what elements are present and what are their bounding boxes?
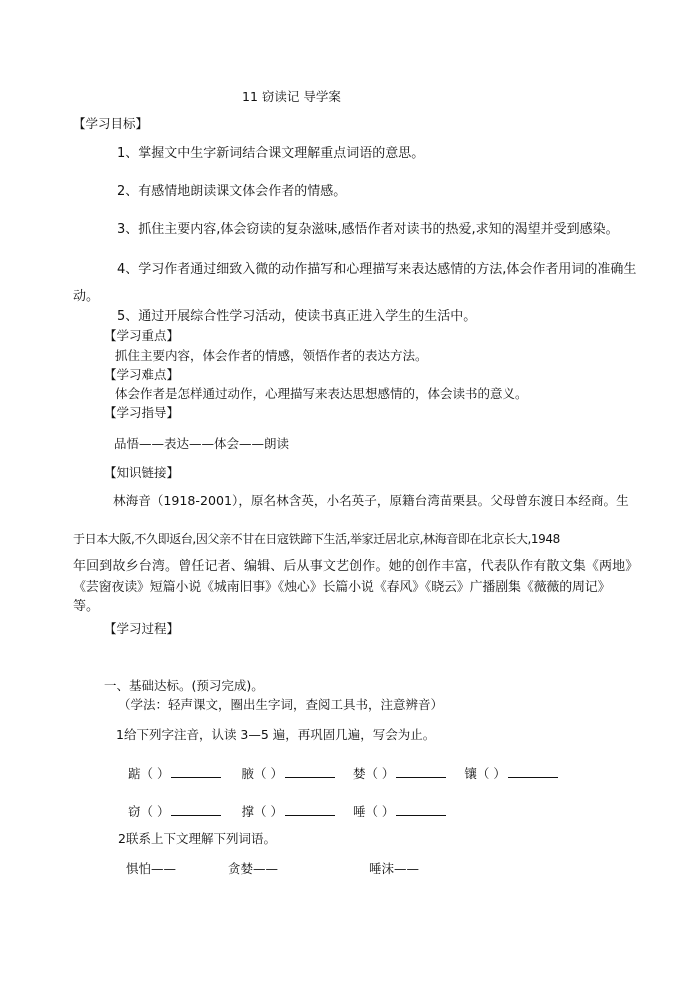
process-heading: 【学习过程】 [104,621,180,636]
knowledge-line-2: 于日本大阪,不久即返台,因父亲不甘在日寇铁蹄下生活,举家迁居北京,林海音即在北京长大,1948 [73,532,560,546]
objective-2: 2、有感情地朗读课文体会作者的情感。 [117,184,347,199]
objectives-heading: 【学习目标】 [73,116,149,131]
part1-title: 一、基础达标。(预习完成)。 [104,678,264,693]
pinyin-row-2 [128,804,446,819]
difficulties-text: 体会作者是怎样通过动作，心理描写来表达思想感情的，体会读书的意义。 [115,386,528,401]
answer-blank[interactable] [171,814,221,816]
word-tuomo: 唾沫—— [369,861,420,876]
char-dian: 踮（ ） [128,766,170,781]
word-jupa: 惧怕—— [126,861,177,876]
answer-blank[interactable] [171,776,221,778]
pinyin-row-1 [128,766,558,781]
knowledge-line-3: 年回到故乡台湾。曾任记者、编辑、后从事文艺创作。她的创作丰富，代表队作有散文集《两地》 [73,559,639,574]
key-points-text: 抓住主要内容，体会作者的情感，领悟作者的表达方法。 [115,348,428,363]
answer-blank[interactable] [285,814,335,816]
answer-blank[interactable] [396,776,446,778]
knowledge-line-1: 林海音（1918-2001），原名林含英，小名英子，原籍台湾苗栗县。父母曾东渡日本经商。生 [113,493,629,508]
answer-blank[interactable] [396,814,446,816]
answer-blank[interactable] [508,776,558,778]
q1-instruction: 1给下列字注音，认读 3—5 遍，再巩固几遍，写会为止。 [116,727,436,742]
knowledge-line-4: 《芸窗夜读》短篇小说《城南旧事》《烛心》长篇小说《春风》《晓云》广播剧集《薇薇的周记》 [73,580,611,595]
char-cheng: 撑（ ） [241,804,283,819]
knowledge-heading: 【知识链接】 [104,465,180,480]
char-tuo: 唾（ ） [352,804,395,819]
char-qie: 窃（ ） [128,804,170,819]
objective-3: 3、抓住主要内容,体会窃读的复杂滋味,感悟作者对读书的热爱,求知的渴望并受到感染。 [117,222,619,237]
objective-1: 1、掌握文中生字新词结合课文理解重点词语的意思。 [117,146,425,161]
page-title: 11 窃读记 导学案 [242,89,341,104]
answer-blank[interactable] [285,776,335,778]
part1-method: （学法：轻声课文，圈出生字词，查阅工具书，注意辨音） [118,697,444,712]
char-lan: 婪（ ） [352,766,395,781]
char-xiang: 镶（ ） [464,766,506,781]
q2-instruction: 2联系上下文理解下列词语。 [118,831,276,846]
word-tanlan: 贪婪—— [228,861,279,876]
key-points-heading: 【学习重点】 [104,328,180,343]
knowledge-line-5: 等。 [73,599,100,614]
char-ye: 腋（ ） [241,766,283,781]
guidance-heading: 【学习指导】 [104,405,180,420]
objective-4: 4、学习作者通过细致入微的动作描写和心理描写来表达感情的方法,体会作者用词的准确生 [117,262,637,277]
guidance-text: 品悟——表达——体会——朗读 [114,436,290,451]
objective-5: 5、通过开展综合性学习活动，使读书真正进入学生的生活中。 [117,309,477,324]
objective-4-cont: 动。 [73,289,100,304]
difficulties-heading: 【学习难点】 [104,367,180,382]
